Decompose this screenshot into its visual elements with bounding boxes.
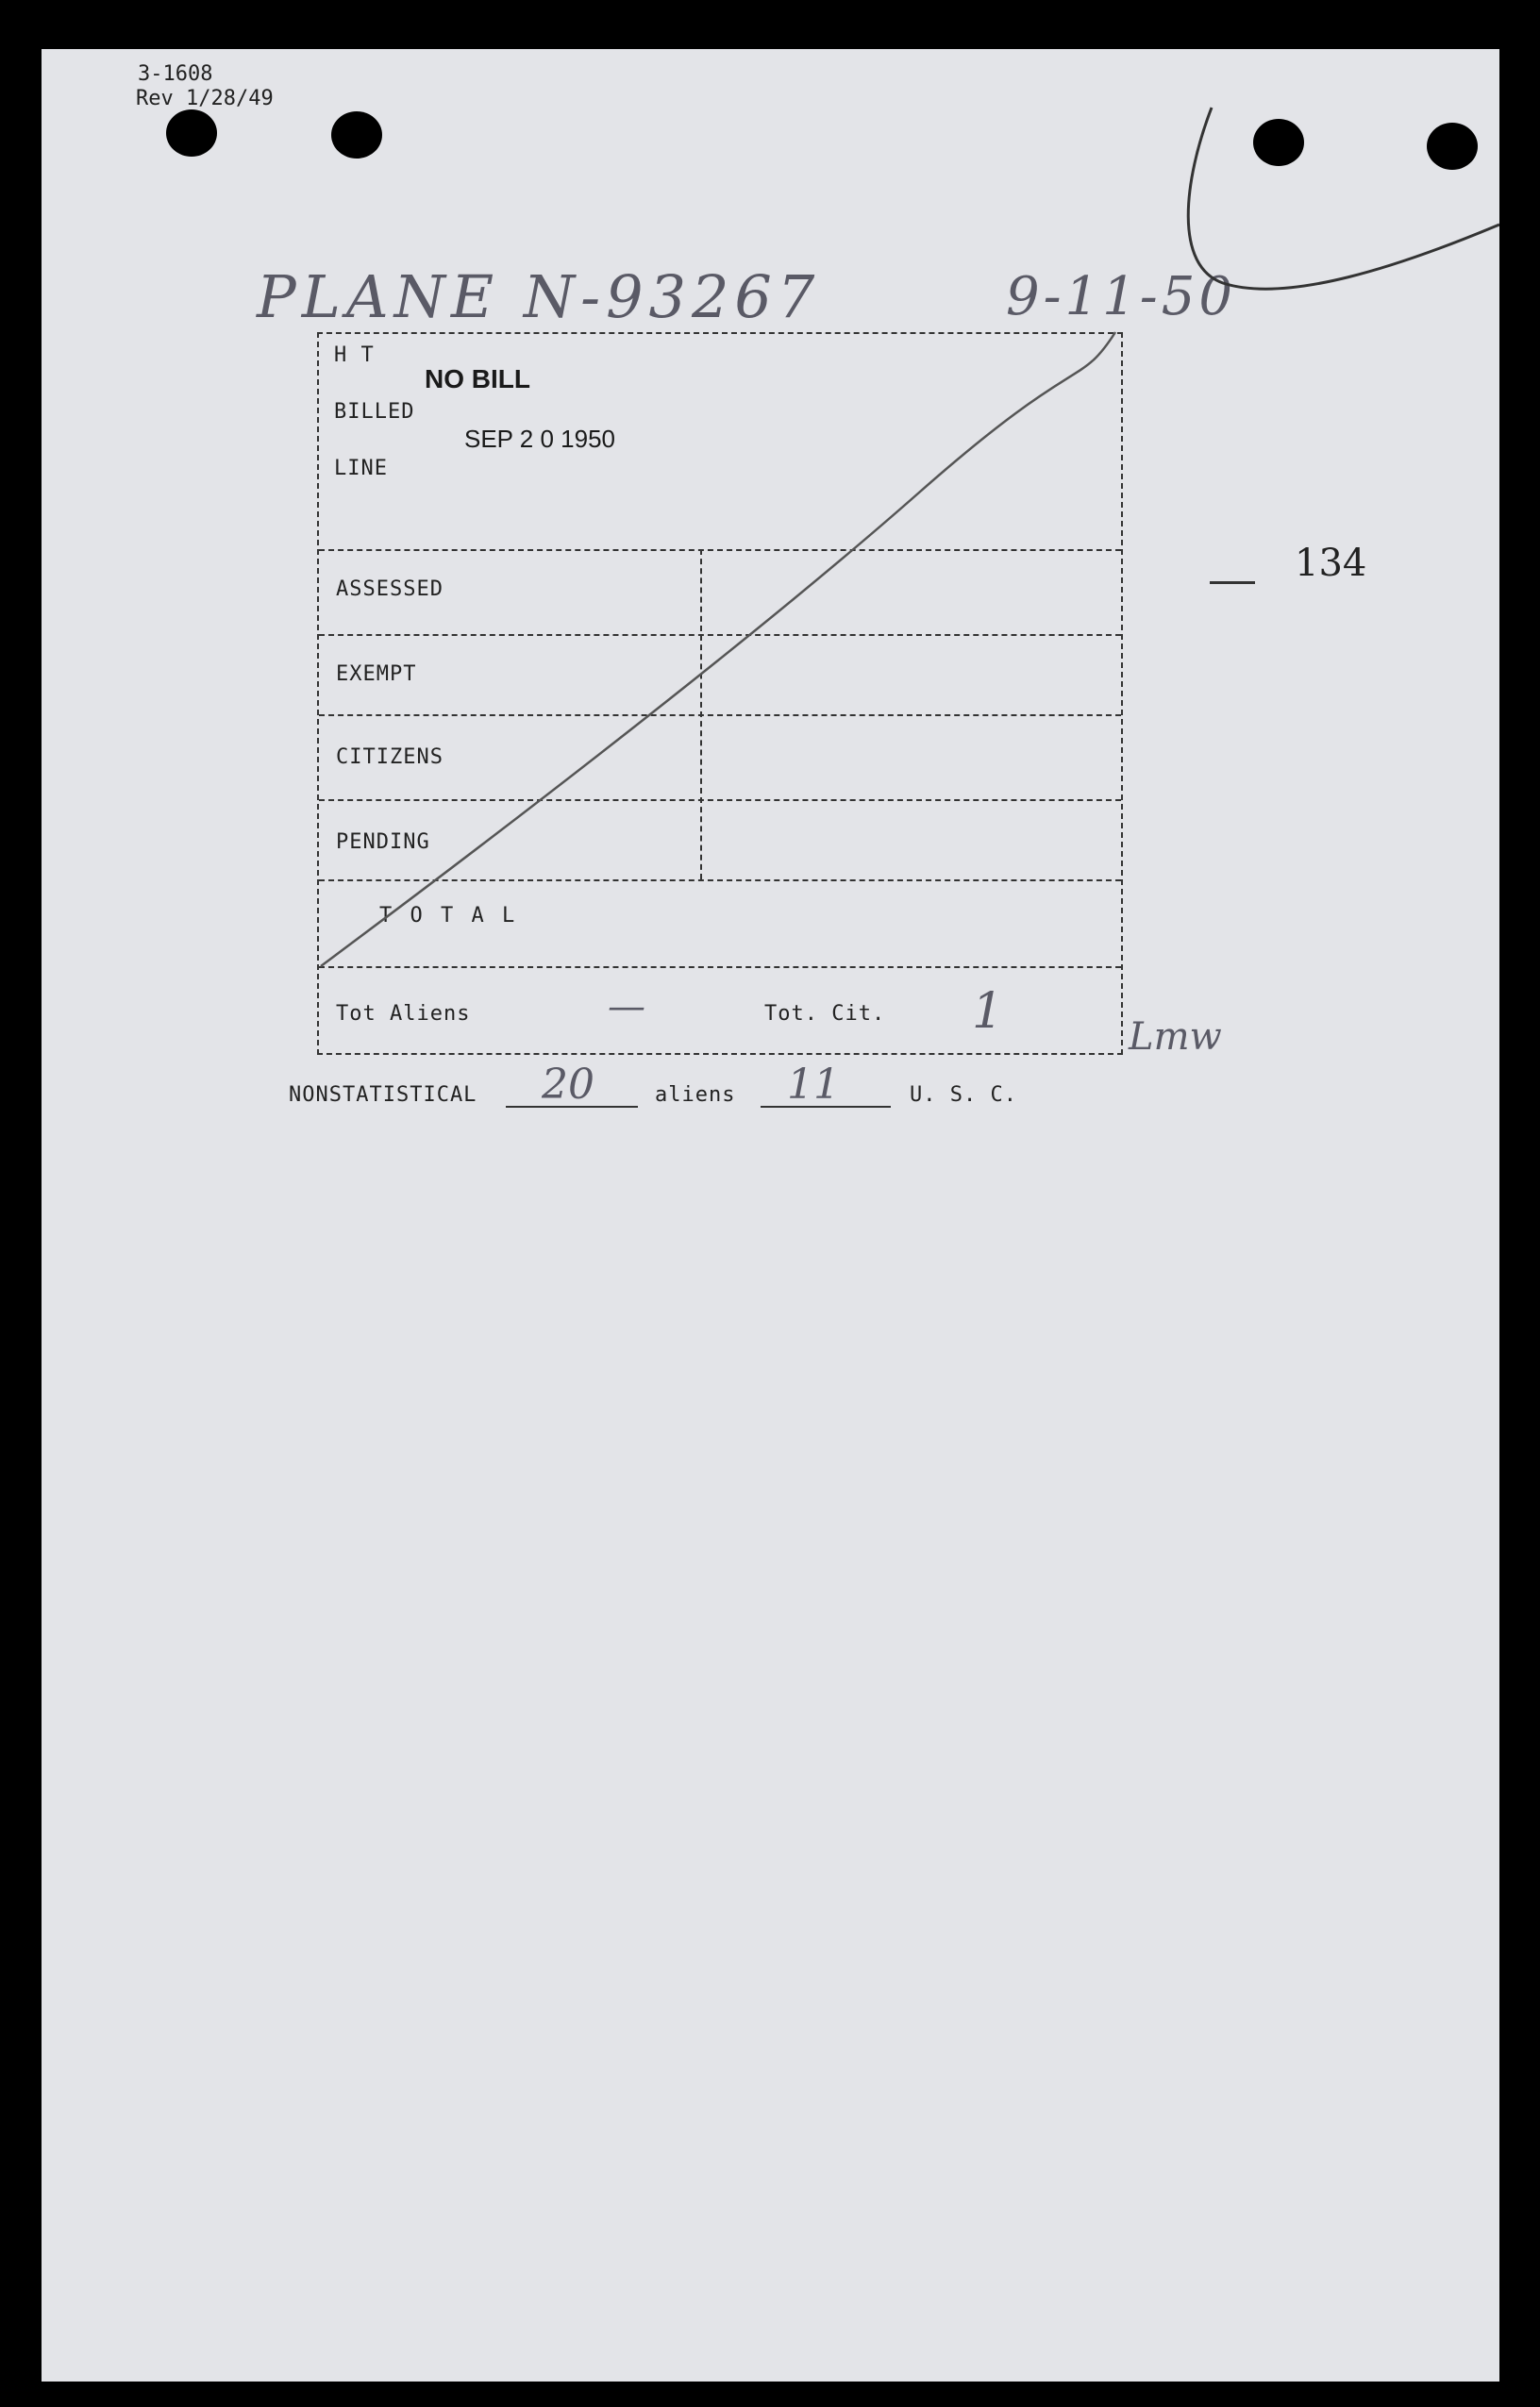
side-number: 134 [1295,542,1367,585]
pen-strokes [42,49,1499,2382]
line-label: LINE [334,457,388,480]
nonstat-usc-value: 11 [787,1061,840,1109]
no-bill-stamp: NO BILL [425,364,530,393]
nonstat-aliens-value: 20 [542,1061,594,1109]
tot-aliens-value: — [608,985,645,1028]
tot-cit-value: 1 [972,983,1004,1040]
ht-label: H T [334,343,375,367]
billed-date-stamp: SEP 2 0 1950 [464,425,615,453]
handwritten-date: 9-11-50 [1006,266,1236,327]
tot-aliens-label: Tot Aliens [336,1002,471,1026]
corner-curve-stroke [1188,108,1499,289]
row-label-pending: PENDING [336,830,430,854]
diagonal-cancel-stroke [321,332,1115,966]
handwritten-initials: Lmw [1129,1015,1222,1059]
form-revision: Rev 1/28/49 [136,87,274,110]
tot-cit-label: Tot. Cit. [764,1002,886,1026]
aliens-label: aliens [655,1083,736,1107]
row-label-exempt: EXEMPT [336,662,417,686]
nonstatistical-label: NONSTATISTICAL [289,1083,477,1107]
billed-label: BILLED [334,400,415,424]
usc-label: U. S. C. [910,1083,1017,1107]
handwritten-plane-number: PLANE N-93267 [257,262,821,331]
total-label: T O T A L [379,904,518,928]
row-label-assessed: ASSESSED [336,577,444,601]
form-number: 3-1608 [138,62,213,86]
row-label-citizens: CITIZENS [336,745,444,769]
document-sheet [42,49,1499,2382]
